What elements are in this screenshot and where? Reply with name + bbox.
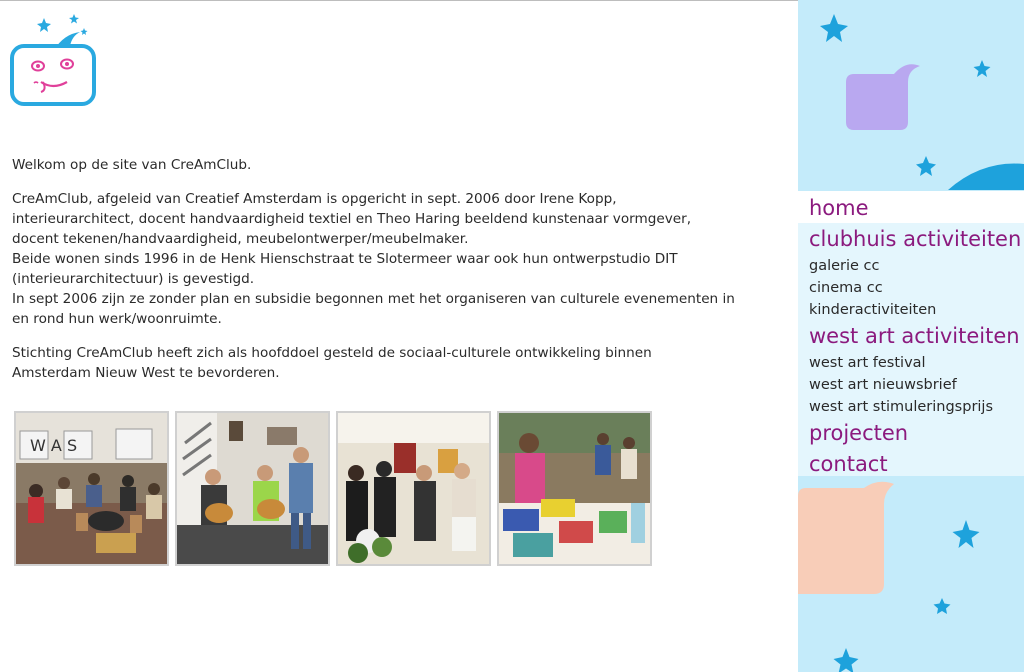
sidebar — [798, 0, 1024, 672]
wave-icon — [948, 164, 1024, 190]
menu-item-home[interactable]: home — [809, 196, 869, 220]
photo-kids-painting[interactable] — [497, 411, 652, 566]
speech-bubble-peach-icon — [798, 482, 894, 594]
menu-item-west-art-festival[interactable]: west art festival — [809, 355, 926, 371]
intro-text — [12, 155, 735, 397]
goal-paragraph: Stichting CreAmClub heeft zich als hoofddoel gesteld de sociaal-culturele ontwikkeling binnen Amsterdam Nieuw West te bevorderen. — [12, 345, 652, 381]
top-divider — [0, 0, 798, 1]
star-icon — [834, 648, 859, 672]
creamclub-logo[interactable] — [8, 12, 100, 108]
menu-item-kinderactiviteiten[interactable]: kinderactiviteiten — [809, 302, 937, 318]
star-icon — [820, 14, 848, 42]
main-menu — [809, 193, 1024, 480]
photo-opening-crowd[interactable] — [336, 411, 491, 566]
photo-gallery — [14, 411, 654, 567]
star-icon — [953, 520, 980, 548]
menu-item-west-art-activiteiten[interactable]: west art activiteiten — [809, 324, 1020, 348]
star-icon — [974, 60, 991, 77]
menu-item-west-art-nieuwsbrief[interactable]: west art nieuwsbrief — [809, 377, 957, 393]
intro-paragraph: CreAmClub, afgeleid van Creatief Amsterdam is opgericht in sept. 2006 door Irene Kopp, interieurarchitect, docent handvaardigheid textiel en Theo Haring beeldend kunstenaar vormgever, docent tekenen/handvaardigheid, meubelontwerper/meubelmaker. Beide wonen sinds 1996 in de Henk Hienschstraat te Slotermeer waar ook hun ontwerpstudio DIT (interieurarchitectuur) is gevestigd. In sept 2006 zijn ze zonder plan en subsidie begonnen met het organiseren van culturele evenementen in en rond hun werk/woonruimte. — [12, 191, 735, 327]
photo-drum-circle[interactable] — [14, 411, 169, 566]
menu-item-west-art-stimuleringsprijs[interactable]: west art stimuleringsprijs — [809, 399, 994, 415]
menu-item-contact[interactable]: contact — [809, 452, 888, 476]
logo-face-icon — [8, 12, 100, 108]
menu-item-cinema-cc[interactable]: cinema cc — [809, 280, 883, 296]
menu-item-projecten[interactable]: projecten — [809, 421, 909, 445]
photo-letters: W A S — [30, 436, 78, 455]
star-icon — [916, 156, 936, 176]
star-icon — [934, 598, 951, 614]
welcome-text: Welkom op de site van CreAmClub. — [12, 157, 252, 173]
speech-bubble-purple-icon — [846, 64, 920, 130]
menu-item-galerie-cc[interactable]: galerie cc — [809, 258, 880, 274]
menu-item-clubhuis-activiteiten[interactable]: clubhuis activiteiten — [809, 227, 1022, 251]
photo-guitar-players[interactable] — [175, 411, 330, 566]
